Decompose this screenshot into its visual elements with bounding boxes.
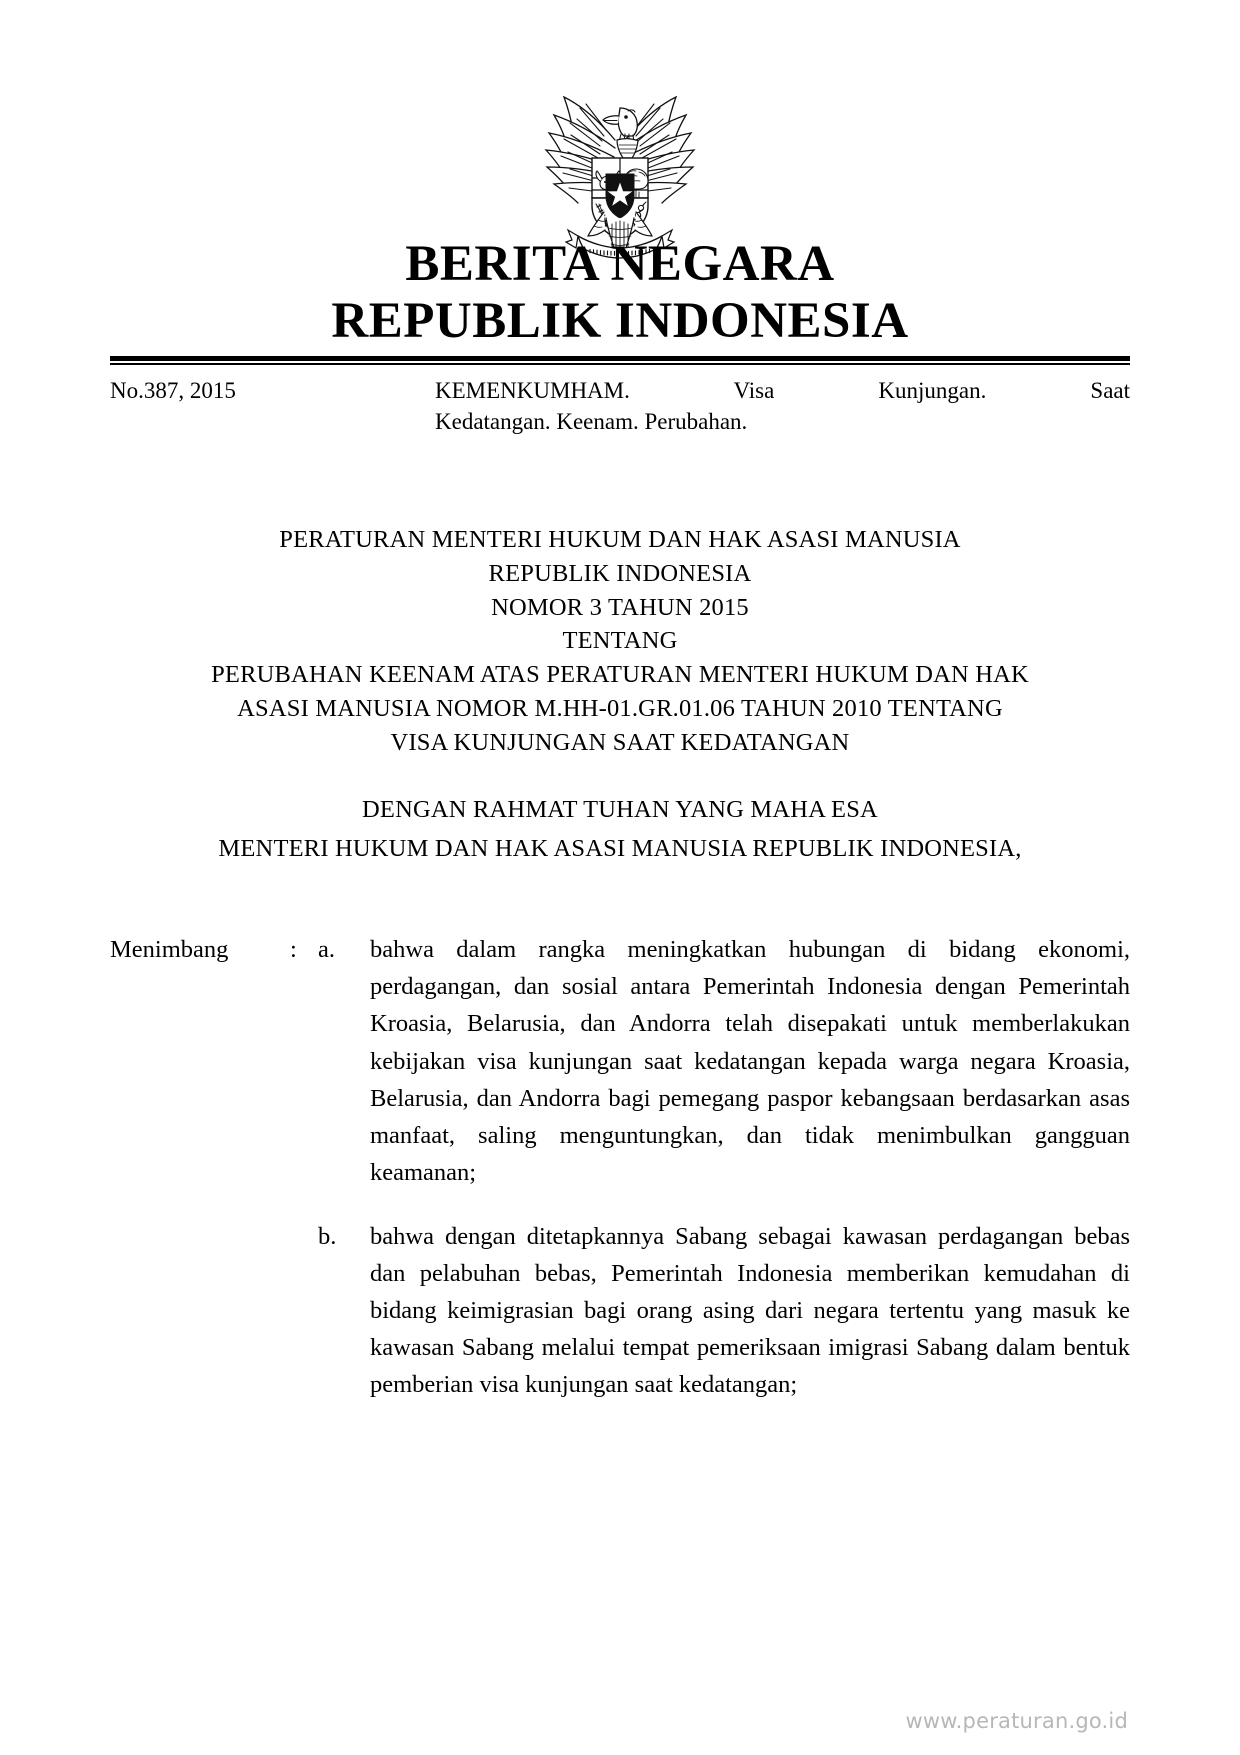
regulation-title xyxy=(110,523,1130,760)
considering-item-a xyxy=(110,931,1130,1192)
title-line-3: NOMOR 3 TAHUN 2015 xyxy=(491,593,749,621)
issue-subject-line-2: Kedatangan. Keenam. Perubahan. xyxy=(435,408,748,434)
title-line-1: PERATURAN MENTERI HUKUM DAN HAK ASASI MANUSIA xyxy=(279,525,961,553)
issue-subject-line-1: KEMENKUMHAM. Visa Kunjungan. Saat xyxy=(435,378,1130,404)
considering-marker-a: a. xyxy=(318,935,335,963)
considering-label: Menimbang xyxy=(110,935,229,963)
footer-watermark: www.peraturan.go.id xyxy=(905,1709,1128,1733)
considering-text-b: bahwa dengan ditetapkannya Sabang sebagai kawasan perdagangan bebas dan pelabuhan bebas, Pemerintah Indonesia memberikan kemudahan di bidang keimigrasian bagi orang asing dari negara tertentu yang masuk ke kawasan Sabang melalui tempat pemeriksaan imigrasi Sabang dalam bentuk pemberian visa kunjungan saat kedatangan; xyxy=(370,1222,1130,1399)
considering-marker-b: b. xyxy=(318,1222,337,1250)
title-line-7: VISA KUNJUNGAN SAAT KEDATANGAN xyxy=(390,728,850,756)
considering-colon: : xyxy=(290,935,297,963)
title-line-4: TENTANG xyxy=(562,627,678,655)
title-line-6: ASASI MANUSIA NOMOR M.HH-01.GR.01.06 TAHUN 2010 TENTANG xyxy=(237,694,1003,722)
considering-section xyxy=(110,931,1130,1404)
emblem-container xyxy=(110,0,1130,210)
invocation-block xyxy=(110,790,1130,869)
invocation-line-1: DENGAN RAHMAT TUHAN YANG MAHA ESA xyxy=(362,795,878,823)
invocation-line-2: MENTERI HUKUM DAN HAK ASASI MANUSIA REPUBLIK INDONESIA, xyxy=(218,835,1022,863)
issue-row xyxy=(110,376,1130,437)
title-line-2: REPUBLIK INDONESIA xyxy=(488,559,752,587)
masthead-line-2: REPUBLIK INDONESIA xyxy=(331,293,909,350)
considering-item-b xyxy=(110,1218,1130,1404)
title-line-5: PERUBAHAN KEENAM ATAS PERATURAN MENTERI HUKUM DAN HAK xyxy=(211,661,1029,689)
issue-number: No.387, 2015 xyxy=(110,378,236,404)
considering-text-a: bahwa dalam rangka meningkatkan hubungan di bidang ekonomi, perdagangan, dan sosial antara Pemerintah Indonesia dengan Pemerintah Kroasia, Belarusia, dan Andorra telah disepakati untuk memberlakukan kebijakan visa kunjungan saat kedatangan kepada warga negara Kroasia, Belarusia, dan Andorra bagi pemegang paspor kebangsaan berdasarkan asas manfaat, saling menguntungkan, dan tidak menimbulkan gangguan keamanan; xyxy=(370,935,1130,1187)
issue-subject xyxy=(435,376,1130,437)
masthead-line-1: BERITA NEGARA xyxy=(405,236,835,292)
masthead-divider xyxy=(110,356,1130,365)
masthead xyxy=(110,236,1130,350)
